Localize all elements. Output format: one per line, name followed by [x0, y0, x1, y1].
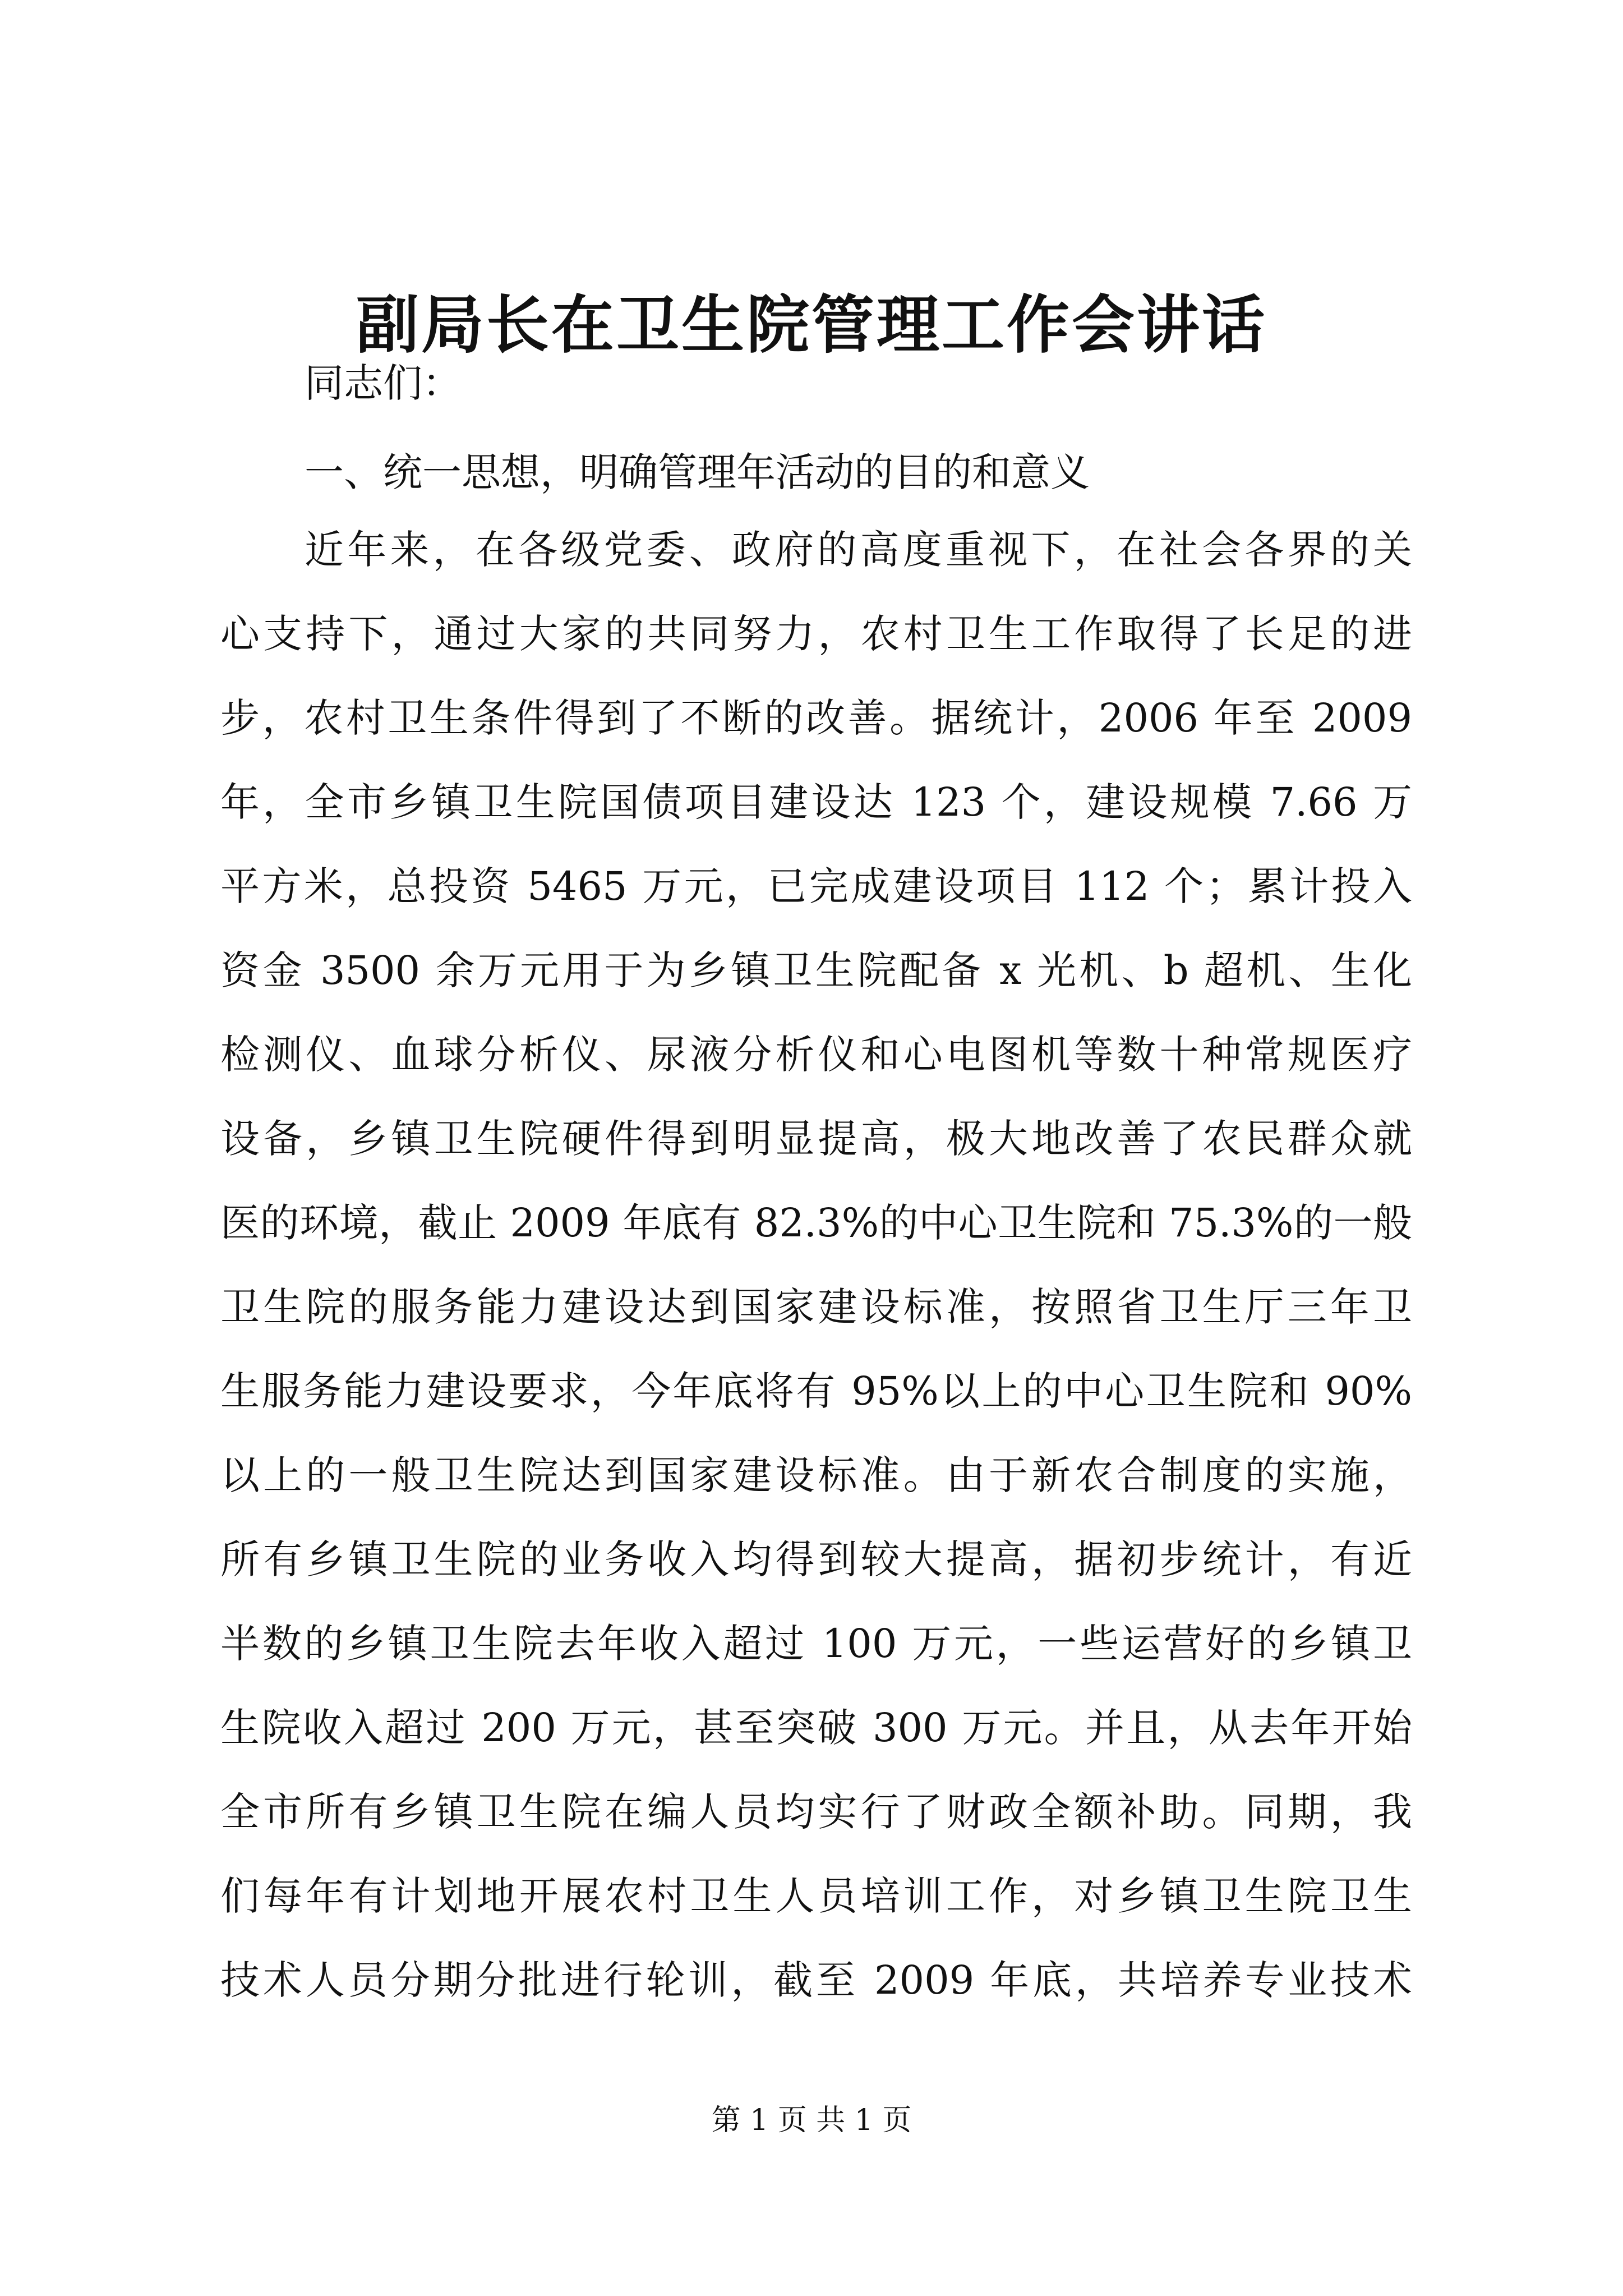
paragraph-line: 近年来，在各级党委、政府的高度重视下，在社会各界的关: [305, 527, 1412, 573]
paragraph-line: 们每年有计划地开展农村卫生人员培训工作，对乡镇卫生院卫生: [220, 1873, 1412, 1919]
paragraph-line: 设备，乡镇卫生院硬件得到明显提高，极大地改善了农民群众就: [220, 1116, 1412, 1162]
paragraph-line: 资金 3500 余万元用于为乡镇卫生院配备 x 光机、b 超机、生化: [220, 947, 1412, 993]
greeting: 同志们：: [305, 360, 462, 406]
paragraph-line: 卫生院的服务能力建设达到国家建设标准，按照省卫生厅三年卫: [220, 1284, 1412, 1330]
page-number-footer: 第 1 页 共 1 页: [711, 2104, 912, 2137]
paragraph-line: 年，全市乡镇卫生院国债项目建设达 123 个，建设规模 7.66 万: [220, 779, 1412, 825]
paragraph-line: 步，农村卫生条件得到了不断的改善。据统计，2006 年至 2009: [220, 695, 1412, 741]
paragraph-line: 技术人员分期分批进行轮训，截至 2009 年底，共培养专业技术: [220, 1957, 1412, 2003]
paragraph-line: 所有乡镇卫生院的业务收入均得到较大提高，据初步统计，有近: [220, 1536, 1412, 1582]
paragraph-line: 平方米，总投资 5465 万元，已完成建设项目 112 个；累计投入: [220, 863, 1412, 909]
paragraph-line: 半数的乡镇卫生院去年收入超过 100 万元，一些运营好的乡镇卫: [220, 1621, 1412, 1667]
body-paragraph: [220, 508, 1412, 2022]
paragraph-line: 心支持下，通过大家的共同努力，农村卫生工作取得了长足的进: [220, 611, 1412, 657]
paragraph-line: 全市所有乡镇卫生院在编人员均实行了财政全额补助。同期，我: [220, 1789, 1412, 1835]
paragraph-line: 检测仪、血球分析仪、尿液分析仪和心电图机等数十种常规医疗: [220, 1032, 1412, 1078]
paragraph-line: 生院收入超过 200 万元，甚至突破 300 万元。并且，从去年开始: [220, 1705, 1412, 1751]
section-heading: 一、统一思想，明确管理年活动的目的和意义: [305, 449, 1090, 495]
document-title: 副局长在卫生院管理工作会讲话: [356, 288, 1267, 362]
paragraph-line: 生服务能力建设要求，今年底将有 95%以上的中心卫生院和 90%: [220, 1368, 1412, 1414]
paragraph-line: 以上的一般卫生院达到国家建设标准。由于新农合制度的实施，: [220, 1452, 1412, 1498]
paragraph-line: 医的环境，截止 2009 年底有 82.3%的中心卫生院和 75.3%的一般: [220, 1200, 1412, 1246]
